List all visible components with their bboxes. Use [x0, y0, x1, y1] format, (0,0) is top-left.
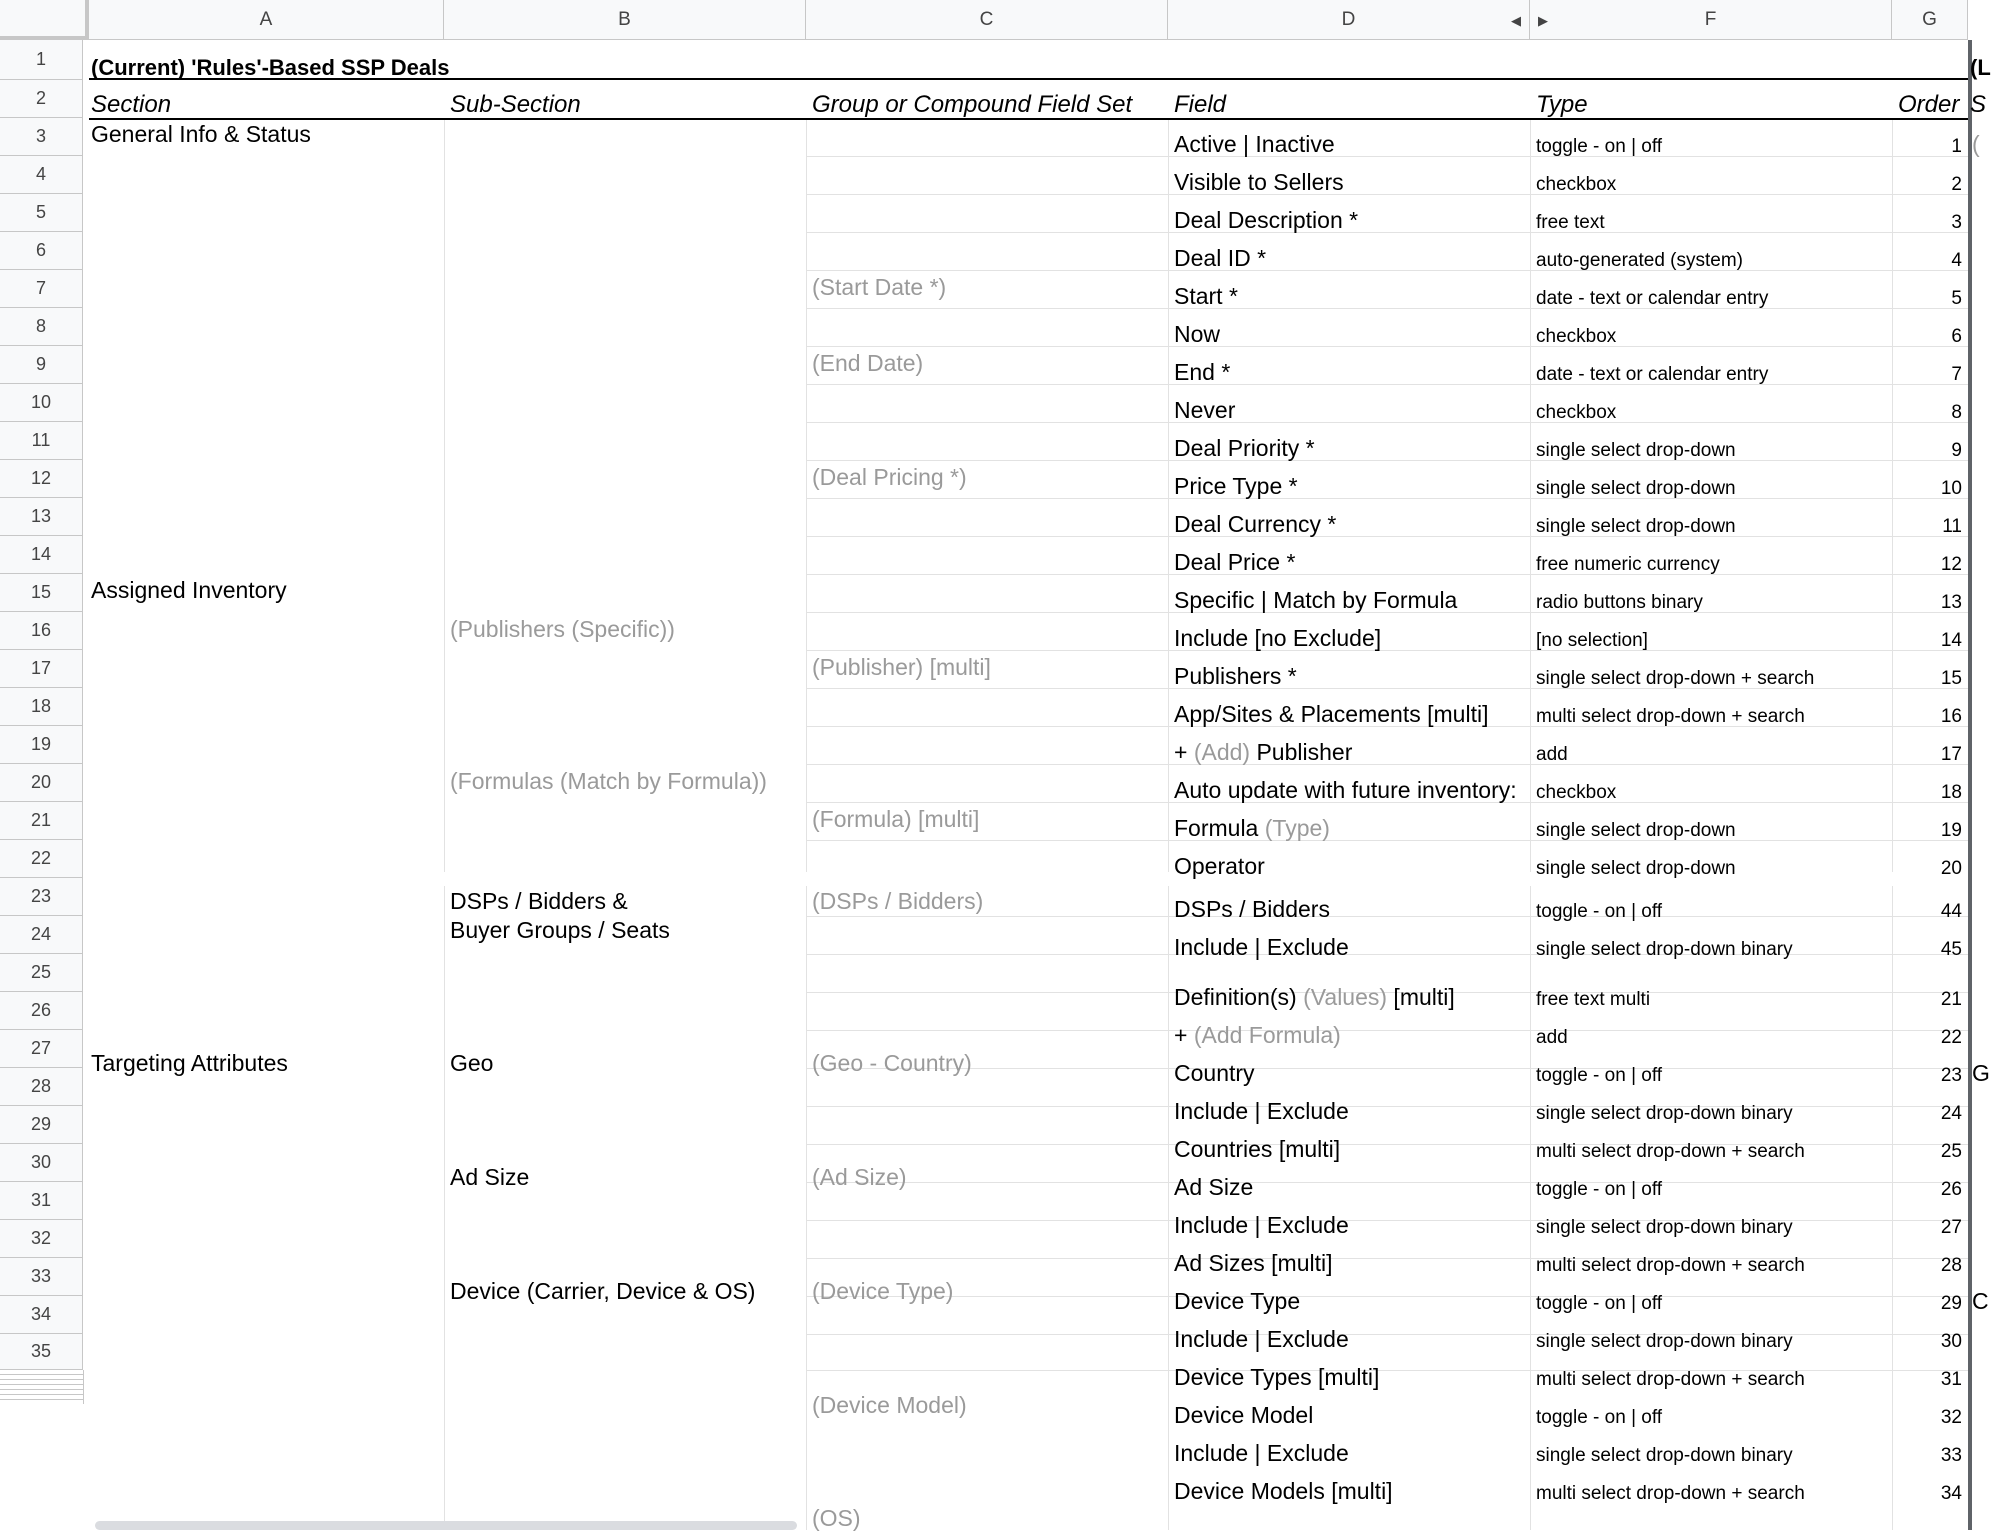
- order-cell[interactable]: 24: [1940, 1103, 1962, 1124]
- type-cell[interactable]: single select drop-down binary: [1536, 1217, 1793, 1238]
- col-h-trunc-row3[interactable]: (: [1972, 131, 1980, 157]
- row-gridline: [806, 650, 1968, 651]
- column-gridline: [444, 120, 445, 1530]
- row-header[interactable]: 18: [0, 688, 83, 726]
- row-header[interactable]: 6: [0, 232, 83, 270]
- type-cell[interactable]: multi select drop-down + search: [1536, 706, 1805, 727]
- row-header[interactable]: 23: [0, 878, 83, 916]
- group-dsps-bidders[interactable]: (DSPs / Bidders): [812, 888, 984, 914]
- row-header[interactable]: 35: [0, 1334, 83, 1370]
- type-cell[interactable]: auto-generated (system): [1536, 250, 1743, 271]
- order-cell[interactable]: 11: [1942, 516, 1962, 537]
- row-gridline: [806, 460, 1968, 461]
- order-cell[interactable]: 2: [1951, 174, 1962, 195]
- horizontal-scrollbar[interactable]: [95, 1521, 797, 1530]
- type-cell[interactable]: multi select drop-down + search: [1536, 1483, 1805, 1504]
- type-cell[interactable]: single select drop-down binary: [1536, 1103, 1793, 1124]
- field-cell[interactable]: Include | Exclude: [1174, 1440, 1349, 1466]
- row-gridline: [806, 1182, 1968, 1183]
- row-header[interactable]: 11: [0, 422, 83, 460]
- row-header[interactable]: 5: [0, 194, 83, 232]
- section-assigned-inventory[interactable]: Assigned Inventory: [91, 577, 287, 603]
- header-row-border: [89, 118, 1969, 120]
- field-cell[interactable]: Price Type *: [1174, 473, 1298, 499]
- section-targeting-attributes[interactable]: Targeting Attributes: [91, 1050, 288, 1076]
- row-header[interactable]: 21: [0, 802, 83, 840]
- order-cell[interactable]: 7: [1951, 364, 1962, 385]
- row-gridline: [806, 308, 1968, 309]
- subsection-ad-size[interactable]: Ad Size: [450, 1164, 530, 1190]
- row-header[interactable]: 17: [0, 650, 83, 688]
- order-cell[interactable]: 22: [1940, 1027, 1962, 1048]
- type-cell[interactable]: checkbox: [1536, 402, 1617, 423]
- field-cell[interactable]: Include [no Exclude]: [1174, 625, 1382, 651]
- plus-label: +: [1174, 1022, 1194, 1048]
- row-gridline: [806, 954, 1968, 955]
- row-header[interactable]: 1: [0, 40, 83, 80]
- col-h-trunc-row28[interactable]: G: [1972, 1060, 1990, 1086]
- row-header[interactable]: 8: [0, 308, 83, 346]
- row-header[interactable]: 29: [0, 1106, 83, 1144]
- order-cell[interactable]: 25: [1940, 1141, 1962, 1162]
- subsection-device[interactable]: Device (Carrier, Device & OS): [450, 1278, 756, 1304]
- type-cell[interactable]: single select drop-down binary: [1536, 1445, 1793, 1466]
- field-cell[interactable]: Ad Sizes [multi]: [1174, 1250, 1333, 1276]
- field-cell[interactable]: Device Type: [1174, 1288, 1301, 1314]
- type-cell[interactable]: single select drop-down: [1536, 516, 1736, 537]
- type-cell[interactable]: free text multi: [1536, 989, 1651, 1010]
- field-cell[interactable]: Countries [multi]: [1174, 1136, 1341, 1162]
- row-header[interactable]: 33: [0, 1258, 83, 1296]
- type-cell[interactable]: single select drop-down + search: [1536, 668, 1815, 689]
- type-cell[interactable]: add: [1536, 1027, 1568, 1048]
- type-cell[interactable]: checkbox: [1536, 326, 1617, 347]
- type-label: (Type): [1264, 815, 1330, 841]
- row-gridline: [806, 1030, 1968, 1031]
- column-gridline: [1530, 120, 1531, 1530]
- row-header[interactable]: 20: [0, 764, 83, 802]
- order-cell[interactable]: 9: [1951, 440, 1962, 461]
- order-cell[interactable]: 13: [1940, 592, 1962, 613]
- header-section[interactable]: Section: [91, 91, 172, 118]
- order-cell[interactable]: 18: [1940, 782, 1962, 803]
- row-gridline: [806, 156, 1968, 157]
- field-add-publisher[interactable]: [1174, 739, 1352, 765]
- type-cell[interactable]: multi select drop-down + search: [1536, 1141, 1805, 1162]
- type-cell[interactable]: single select drop-down: [1536, 478, 1736, 499]
- order-cell[interactable]: 32: [1940, 1407, 1962, 1428]
- row-header[interactable]: 32: [0, 1220, 83, 1258]
- select-all-corner[interactable]: [0, 0, 89, 40]
- order-cell[interactable]: 27: [1940, 1217, 1962, 1238]
- field-cell[interactable]: Deal Currency *: [1174, 511, 1337, 537]
- header-h-trunc[interactable]: S: [1970, 91, 1987, 118]
- field-cell[interactable]: Deal ID *: [1174, 245, 1267, 271]
- field-cell[interactable]: Publishers *: [1174, 663, 1297, 689]
- row-header[interactable]: 7: [0, 270, 83, 308]
- field-cell[interactable]: Include | Exclude: [1174, 1098, 1349, 1124]
- row-gridline: [806, 270, 1968, 271]
- group-os[interactable]: (OS): [812, 1505, 861, 1531]
- order-cell[interactable]: 12: [1940, 554, 1962, 575]
- subsection-dsps-bidders[interactable]: DSPs / Bidders &: [450, 888, 628, 914]
- field-cell[interactable]: Ad Size: [1174, 1174, 1254, 1200]
- order-cell[interactable]: 34: [1940, 1483, 1962, 1504]
- formula-label: Formula: [1174, 815, 1265, 841]
- field-cell[interactable]: Specific | Match by Formula: [1174, 587, 1458, 613]
- type-cell[interactable]: single select drop-down: [1536, 440, 1736, 461]
- column-header[interactable]: D: [1168, 0, 1530, 40]
- type-cell[interactable]: [no selection]: [1536, 630, 1648, 651]
- row-header[interactable]: 31: [0, 1182, 83, 1220]
- row-header[interactable]: 2: [0, 80, 83, 118]
- subsection-formulas[interactable]: (Formulas (Match by Formula)): [450, 768, 767, 794]
- group-ad-size[interactable]: (Ad Size): [812, 1164, 907, 1190]
- row-header[interactable]: 22: [0, 840, 83, 878]
- field-cell[interactable]: Deal Price *: [1174, 549, 1296, 575]
- hidden-column-left-arrow-icon[interactable]: ◀: [1511, 13, 1521, 28]
- field-definitions[interactable]: [1174, 984, 1455, 1010]
- group-formula[interactable]: (Formula) [multi]: [812, 806, 980, 832]
- field-cell[interactable]: Include | Exclude: [1174, 1212, 1349, 1238]
- field-cell[interactable]: End *: [1174, 359, 1231, 385]
- order-cell[interactable]: 8: [1951, 402, 1962, 423]
- order-cell[interactable]: 10: [1940, 478, 1962, 499]
- type-cell[interactable]: toggle - on | off: [1536, 901, 1663, 922]
- row-gridline: [806, 232, 1968, 233]
- col-h-trunc-row34[interactable]: C: [1972, 1288, 1989, 1314]
- add-label: (Add): [1193, 739, 1251, 765]
- group-end-date[interactable]: (End Date): [812, 350, 924, 376]
- subsection-geo[interactable]: Geo: [450, 1050, 494, 1076]
- type-cell[interactable]: free text: [1536, 212, 1605, 233]
- field-cell[interactable]: DSPs / Bidders: [1174, 896, 1330, 922]
- order-cell[interactable]: 30: [1940, 1331, 1962, 1352]
- order-cell[interactable]: 33: [1940, 1445, 1962, 1466]
- row-header[interactable]: 27: [0, 1030, 83, 1068]
- field-cell[interactable]: Start *: [1174, 283, 1238, 309]
- row-header[interactable]: 16: [0, 612, 83, 650]
- order-cell[interactable]: 3: [1951, 212, 1962, 233]
- order-cell[interactable]: 17: [1940, 744, 1962, 765]
- field-cell[interactable]: Device Model: [1174, 1402, 1314, 1428]
- title-h-trunc[interactable]: (L: [1970, 55, 1991, 80]
- order-cell[interactable]: 5: [1951, 288, 1962, 309]
- type-cell[interactable]: free numeric currency: [1536, 554, 1720, 575]
- publisher-label: Publisher: [1250, 739, 1353, 765]
- column-header[interactable]: C: [806, 0, 1168, 40]
- type-cell[interactable]: toggle - on | off: [1536, 1407, 1663, 1428]
- row-gridline: [806, 764, 1968, 765]
- order-cell[interactable]: 15: [1940, 668, 1962, 689]
- field-cell[interactable]: Now: [1174, 321, 1221, 347]
- column-header[interactable]: A: [89, 0, 444, 40]
- type-cell[interactable]: checkbox: [1536, 782, 1617, 803]
- field-cell[interactable]: Auto update with future inventory:: [1174, 777, 1517, 803]
- type-cell[interactable]: multi select drop-down + search: [1536, 1369, 1805, 1390]
- row-header[interactable]: 13: [0, 498, 83, 536]
- row-gridline: [806, 1106, 1968, 1107]
- row-header[interactable]: 30: [0, 1144, 83, 1182]
- type-cell[interactable]: single select drop-down binary: [1536, 939, 1793, 960]
- row-gridline: [806, 498, 1968, 499]
- order-cell[interactable]: 31: [1940, 1369, 1962, 1390]
- type-cell[interactable]: date - text or calendar entry: [1536, 288, 1769, 309]
- group-geo-country[interactable]: (Geo - Country): [812, 1050, 972, 1076]
- row-header[interactable]: 34: [0, 1296, 83, 1334]
- order-cell[interactable]: 45: [1940, 939, 1962, 960]
- group-device-type[interactable]: (Device Type): [812, 1278, 954, 1304]
- field-cell[interactable]: Deal Priority *: [1174, 435, 1315, 461]
- row-header[interactable]: 24: [0, 916, 83, 954]
- header-order[interactable]: Order: [1898, 91, 1960, 118]
- row-header[interactable]: 19: [0, 726, 83, 764]
- type-cell[interactable]: toggle - on | off: [1536, 1293, 1663, 1314]
- group-start-date[interactable]: (Start Date *): [812, 274, 947, 300]
- row-gridline: [806, 916, 1968, 917]
- row-header[interactable]: 26: [0, 992, 83, 1030]
- row-gridline: [806, 1068, 1968, 1069]
- order-cell[interactable]: 20: [1940, 858, 1962, 879]
- header-type[interactable]: Type: [1536, 91, 1588, 118]
- section-general-info[interactable]: General Info & Status: [91, 121, 311, 147]
- field-cell[interactable]: Include | Exclude: [1174, 934, 1349, 960]
- type-cell[interactable]: toggle - on | off: [1536, 136, 1663, 157]
- multi-label: [multi]: [1387, 984, 1455, 1010]
- type-cell[interactable]: add: [1536, 744, 1568, 765]
- order-cell[interactable]: 4: [1951, 250, 1962, 271]
- plus-label: +: [1174, 739, 1194, 765]
- row-header[interactable]: 28: [0, 1068, 83, 1106]
- column-header[interactable]: B: [444, 0, 806, 40]
- order-cell[interactable]: 1: [1951, 136, 1962, 157]
- field-cell[interactable]: Operator: [1174, 853, 1265, 879]
- type-cell[interactable]: checkbox: [1536, 174, 1617, 195]
- column-gridline: [1892, 120, 1893, 1530]
- field-cell[interactable]: Active | Inactive: [1174, 131, 1335, 157]
- row-header[interactable]: 25: [0, 954, 83, 992]
- type-cell[interactable]: single select drop-down: [1536, 820, 1736, 841]
- row-header[interactable]: 10: [0, 384, 83, 422]
- definitions-label: Definition(s): [1174, 984, 1304, 1010]
- type-cell[interactable]: toggle - on | off: [1536, 1179, 1663, 1200]
- row-header[interactable]: 14: [0, 536, 83, 574]
- row-gridline: [806, 422, 1968, 423]
- type-cell[interactable]: single select drop-down: [1536, 858, 1736, 879]
- type-cell[interactable]: toggle - on | off: [1536, 1065, 1663, 1086]
- order-cell[interactable]: 26: [1940, 1179, 1962, 1200]
- order-cell[interactable]: 29: [1940, 1293, 1962, 1314]
- group-deal-pricing[interactable]: (Deal Pricing *): [812, 464, 967, 490]
- subsection-buyer-groups[interactable]: Buyer Groups / Seats: [450, 917, 670, 943]
- type-cell[interactable]: multi select drop-down + search: [1536, 1255, 1805, 1276]
- row-header[interactable]: 12: [0, 460, 83, 498]
- row-header[interactable]: 15: [0, 574, 83, 612]
- field-cell[interactable]: Device Models [multi]: [1174, 1478, 1393, 1504]
- order-cell[interactable]: 21: [1940, 989, 1962, 1010]
- row-gridline: [806, 1334, 1968, 1335]
- order-cell[interactable]: 28: [1940, 1255, 1962, 1276]
- field-formula-type[interactable]: [1174, 815, 1330, 841]
- group-device-model[interactable]: (Device Model): [812, 1392, 967, 1418]
- field-cell[interactable]: Visible to Sellers: [1174, 169, 1344, 195]
- group-publisher[interactable]: (Publisher) [multi]: [812, 654, 991, 680]
- type-cell[interactable]: date - text or calendar entry: [1536, 364, 1769, 385]
- header-subsection[interactable]: Sub-Section: [450, 91, 581, 118]
- column-header[interactable]: F: [1530, 0, 1892, 40]
- field-add-formula[interactable]: [1174, 1022, 1341, 1048]
- row-gridline: [806, 1296, 1968, 1297]
- row-header[interactable]: 4: [0, 156, 83, 194]
- add-formula-label: (Add Formula): [1193, 1022, 1341, 1048]
- subsection-publishers-specific[interactable]: (Publishers (Specific)): [450, 616, 675, 642]
- order-cell[interactable]: 6: [1951, 326, 1962, 347]
- hidden-column-right-arrow-icon[interactable]: ▶: [1538, 13, 1548, 28]
- field-cell[interactable]: Never: [1174, 397, 1236, 423]
- row-header-resize-handle[interactable]: [0, 1370, 84, 1404]
- row-header[interactable]: 3: [0, 118, 83, 156]
- column-header[interactable]: G: [1892, 0, 1968, 40]
- field-cell[interactable]: Country: [1174, 1060, 1255, 1086]
- row-gridline: [806, 840, 1968, 841]
- order-cell[interactable]: 14: [1940, 630, 1962, 651]
- sheet-title[interactable]: (Current) 'Rules'-Based SSP Deals: [91, 55, 450, 80]
- type-cell[interactable]: radio buttons binary: [1536, 592, 1703, 613]
- row-gridline: [806, 384, 1968, 385]
- order-cell[interactable]: 16: [1940, 706, 1962, 727]
- field-cell[interactable]: Include | Exclude: [1174, 1326, 1349, 1352]
- type-cell[interactable]: single select drop-down binary: [1536, 1331, 1793, 1352]
- row-gridline: [806, 1220, 1968, 1221]
- header-group[interactable]: Group or Compound Field Set: [812, 91, 1133, 118]
- row-gridline: [806, 574, 1968, 575]
- column-gridline: [1168, 120, 1169, 1530]
- order-cell[interactable]: 44: [1940, 901, 1962, 922]
- values-label: (Values): [1303, 984, 1388, 1010]
- header-field[interactable]: Field: [1174, 91, 1227, 118]
- row-header[interactable]: 9: [0, 346, 83, 384]
- column-gridline: [806, 120, 807, 1530]
- order-cell[interactable]: 23: [1940, 1065, 1962, 1086]
- field-cell[interactable]: Deal Description *: [1174, 207, 1359, 233]
- order-cell[interactable]: 19: [1940, 820, 1962, 841]
- row-gridline: [806, 346, 1968, 347]
- field-cell[interactable]: Device Types [multi]: [1174, 1364, 1380, 1390]
- field-cell[interactable]: App/Sites & Placements [multi]: [1174, 701, 1489, 727]
- row-gridline: [806, 536, 1968, 537]
- row-gridline: [806, 194, 1968, 195]
